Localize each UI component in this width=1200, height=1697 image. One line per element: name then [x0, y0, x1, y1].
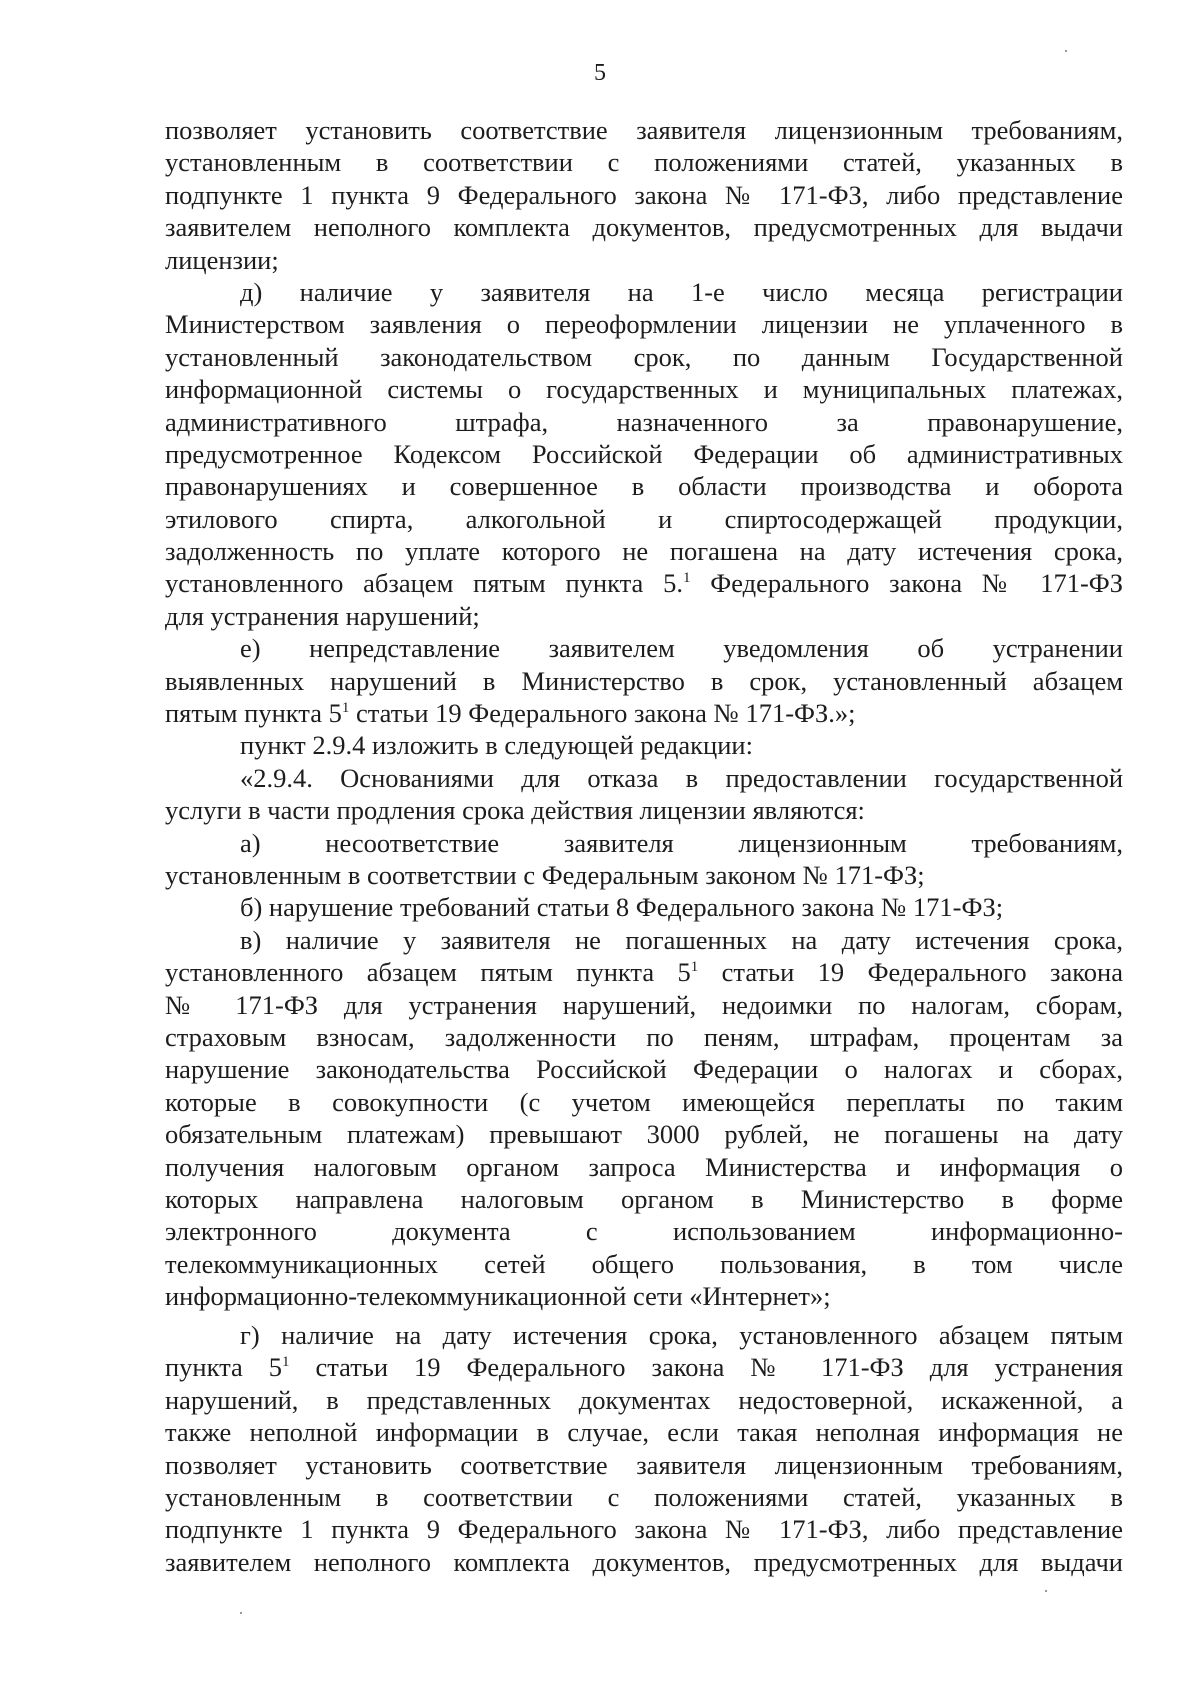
text-line: информационно-телекоммуникационной сети «Интернет»; [165, 1281, 831, 1312]
text-line: в) наличие у заявителя не погашенных на дату истечения срока, [240, 924, 1123, 955]
line-text: установленного абзацем пятым пункта 5. [165, 568, 683, 599]
superscript: 1 [341, 700, 350, 717]
text-line: установленным в соответствии с положениями статей, указанных в [165, 147, 1123, 178]
text-line [165, 567, 1123, 599]
text-line: получения налоговым органом запроса Министерства и информация о [165, 1151, 1123, 1182]
text-line: лицензии; [165, 244, 279, 275]
scan-speck [240, 1612, 242, 1614]
text-line: задолженность по уплате которого не погашена на дату истечения срока, [165, 536, 1123, 567]
text-line: предусмотренное Кодексом Российской Федерации об административных [165, 438, 1123, 469]
text-line: страховым взносам, задолженности по пеням, штрафам, процентам за [165, 1021, 1123, 1052]
superscript: 1 [682, 570, 691, 587]
text-line: установленный законодательством срок, по данным Государственной [165, 341, 1123, 372]
text-line: № 171-ФЗ для устранения нарушений, недоимки по налогам, сборам, [165, 989, 1123, 1020]
text-line: Министерством заявления о переоформлении лицензии не уплаченного в [165, 309, 1123, 340]
line-text: установленного абзацем пятым пункта 5 [165, 957, 691, 988]
text-line: которые в совокупности (с учетом имеющейся переплаты по таким [165, 1086, 1123, 1117]
scan-speck [1045, 1590, 1047, 1592]
text-line: нарушение законодательства Российской Федерации о налогах и сборах, [165, 1054, 1123, 1085]
text-line: обязательным платежам) превышают 3000 рублей, не погашены на дату [165, 1119, 1123, 1150]
text-line: электронного документа с использованием информационно- [165, 1216, 1123, 1247]
text-line: подпункте 1 пункта 9 Федерального закона № 171-ФЗ, либо представление [165, 179, 1123, 210]
text-line: установленным в соответствии с положениями статей, указанных в [165, 1481, 1123, 1512]
line-text: Федерального закона № 171-ФЗ [690, 568, 1123, 599]
text-line: выявленных нарушений в Министерство в срок, установленный абзацем [165, 665, 1123, 696]
text-line: административного штрафа, назначенного за правонарушение, [165, 406, 1123, 437]
line-text: статьи 19 Федерального закона № 171-ФЗ для устранения [289, 1352, 1123, 1383]
line-text: статьи 19 Федерального закона [698, 957, 1123, 988]
text-line: установленным в соответствии с Федеральным законом № 171-ФЗ; [165, 859, 925, 890]
text-line: заявителем неполного комплекта документов, предусмотренных для выдачи [165, 1546, 1123, 1577]
text-block-main [165, 114, 1123, 1312]
text-line: а) несоответствие заявителя лицензионным требованиям, [240, 827, 1123, 858]
scan-speck [1065, 50, 1067, 52]
text-line [165, 956, 1123, 988]
text-line: пункт 2.9.4 изложить в следующей редакции: [240, 730, 753, 761]
text-line: б) нарушение требований статьи 8 Федерального закона № 171-ФЗ; [240, 892, 1004, 923]
text-line: информационной системы о государственных и муниципальных платежах, [165, 374, 1123, 405]
text-line: позволяет установить соответствие заявителя лицензионным требованиям, [165, 1449, 1123, 1480]
superscript: 1 [690, 959, 699, 976]
text-line [165, 697, 1123, 729]
text-line: «2.9.4. Основаниями для отказа в предоставлении государственной [240, 762, 1123, 793]
text-line: г) наличие на дату истечения срока, установленного абзацем пятым [240, 1320, 1123, 1350]
text-line: заявителем неполного комплекта документов, предусмотренных для выдачи [165, 212, 1123, 243]
superscript: 1 [282, 1354, 290, 1371]
text-line: нарушений, в представленных документах недостоверной, искаженной, а [165, 1384, 1123, 1415]
line-text: статьи 19 Федерального закона № 171-ФЗ.»; [349, 698, 856, 729]
line-text: пятым пункта 5 [165, 698, 342, 729]
text-line: услуги в части продления срока действия лицензии являются: [165, 795, 865, 826]
text-line: правонарушениях и совершенное в области производства и оборота [165, 471, 1123, 502]
text-line: также неполной информации в случае, если такая неполная информация не [165, 1417, 1123, 1448]
text-line: д) наличие у заявителя на 1-е число месяца регистрации [240, 276, 1123, 307]
text-line: этилового спирта, алкогольной и спиртосодержащей продукции, [165, 503, 1123, 534]
text-line: для устранения нарушений; [165, 600, 480, 631]
text-line: телекоммуникационных сетей общего пользования, в том числе [165, 1248, 1123, 1279]
page-number: 5 [594, 60, 606, 86]
text-line: е) непредставление заявителем уведомления об устранении [240, 633, 1123, 664]
line-text: пункта 5 [165, 1352, 283, 1383]
text-line: подпункте 1 пункта 9 Федерального закона № 171-ФЗ, либо представление [165, 1514, 1123, 1545]
text-line: которых направлена налоговым органом в Министерство в форме [165, 1183, 1123, 1214]
text-block-continuation [165, 1319, 1123, 1578]
text-line [165, 1351, 1123, 1383]
text-line: позволяет установить соответствие заявителя лицензионным требованиям, [165, 115, 1123, 145]
